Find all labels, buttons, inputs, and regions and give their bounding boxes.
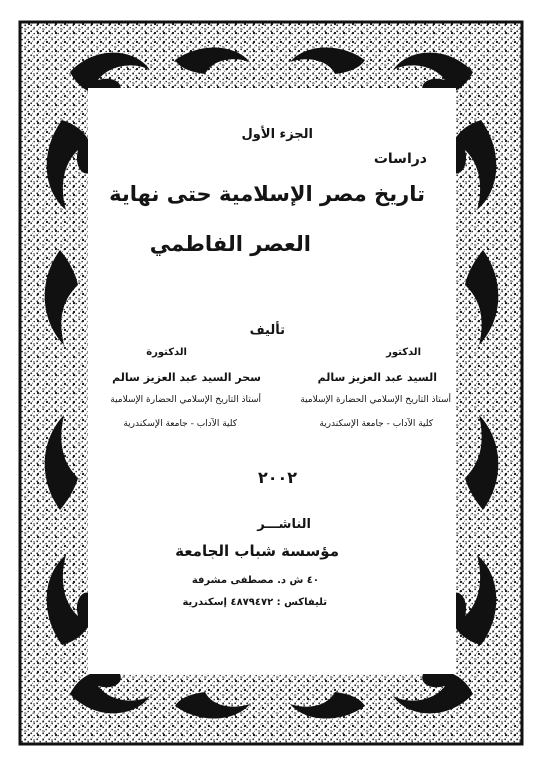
publication-year: ٢٠٠٢ — [257, 468, 297, 487]
author-1-position: أستاذ التاريخ الإسلامي الحضارة الإسلامية — [300, 395, 451, 405]
volume-label: الجزء الأول — [241, 127, 313, 142]
series-label: دراسات — [373, 151, 427, 167]
author-2-rank: الدكتورة — [146, 347, 187, 358]
author-2-name: سحر السيد عبد العزيز سالم — [112, 371, 261, 384]
author-1-rank: الدكتور — [386, 347, 421, 358]
authorship-label: تأليف — [249, 323, 285, 338]
book-title-line2: العصر الفاطمي — [149, 232, 311, 256]
publisher-name: مؤسسة شباب الجامعة — [175, 542, 339, 560]
book-title-line1: تاريخ مصر الإسلامية حتى نهاية — [109, 182, 425, 206]
publisher-label: الناشـــر — [257, 517, 311, 532]
publisher-address: ٤٠ ش د. مصطفى مشرفة — [191, 575, 319, 586]
author-1-name: السيد عبد العزيز سالم — [317, 371, 437, 384]
publisher-phone: تليفاكس : ٤٨٧٩٤٧٢ إسكندرية — [182, 597, 327, 608]
author-2-position: أستاذ التاريخ الإسلامي الحضارة الإسلامية — [110, 395, 261, 405]
author-2-affiliation: كلية الآداب - جامعة الإسكندرية — [123, 419, 237, 429]
author-1-affiliation: كلية الآداب - جامعة الإسكندرية — [319, 419, 433, 429]
